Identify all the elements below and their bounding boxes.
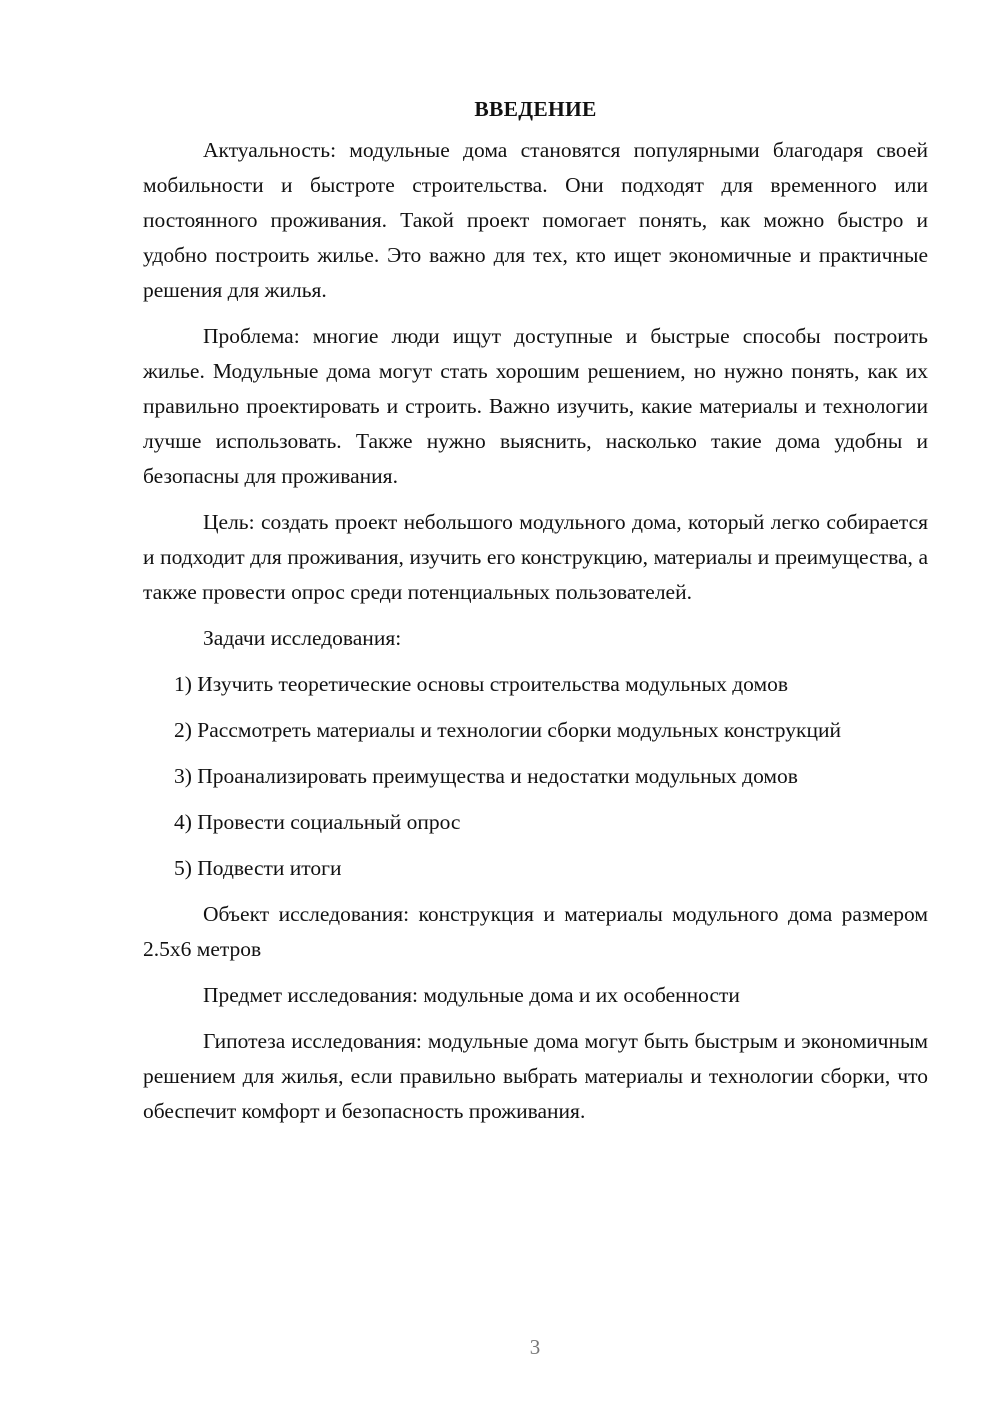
paragraph-goal: Цель: создать проект небольшого модульного дома, который легко собирается и подходит для проживания, изучить его конструкцию, материалы и преимущества, а также провести опрос среди потенциальных пользователей.	[143, 510, 928, 604]
task-item-4: 4) Провести социальный опрос	[174, 810, 461, 834]
task-item-1: 1) Изучить теоретические основы строительства модульных домов	[174, 672, 789, 696]
page-number: 3	[529, 1335, 541, 1359]
tasks-heading: Задачи исследования:	[203, 626, 402, 650]
paragraph-object: Объект исследования: конструкция и материалы модульного дома размером 2.5х6 метров	[143, 902, 928, 961]
document-page	[143, 92, 928, 1140]
task-item-2: 2) Рассмотреть материалы и технологии сборки модульных конструкций	[174, 718, 841, 742]
task-item-3: 3) Проанализировать преимущества и недостатки модульных домов	[174, 764, 798, 788]
section-heading: ВВЕДЕНИЕ	[474, 97, 597, 121]
paragraph-problem: Проблема: многие люди ищут доступные и быстрые способы построить жилье. Модульные дома могут стать хорошим решением, но нужно понять, как их правильно проектировать и строить. Важно изучить, какие материалы и технологии лучше использовать. Также нужно выяснить, насколько такие дома удобны и безопасны для проживания.	[143, 324, 928, 488]
paragraph-subject: Предмет исследования: модульные дома и их особенности	[203, 983, 740, 1007]
paragraph-hypothesis: Гипотеза исследования: модульные дома могут быть быстрым и экономичным решением для жилья, если правильно выбрать материалы и технологии сборки, что обеспечит комфорт и безопасность проживания.	[143, 1029, 928, 1123]
task-item-5: 5) Подвести итоги	[174, 856, 342, 880]
paragraph-relevance: Актуальность: модульные дома становятся популярными благодаря своей мобильности и быстроте строительства. Они подходят для временного или постоянного проживания. Такой проект помогает понять, как можно быстро и удобно построить жилье. Это важно для тех, кто ищет экономичные и практичные решения для жилья.	[143, 138, 928, 302]
